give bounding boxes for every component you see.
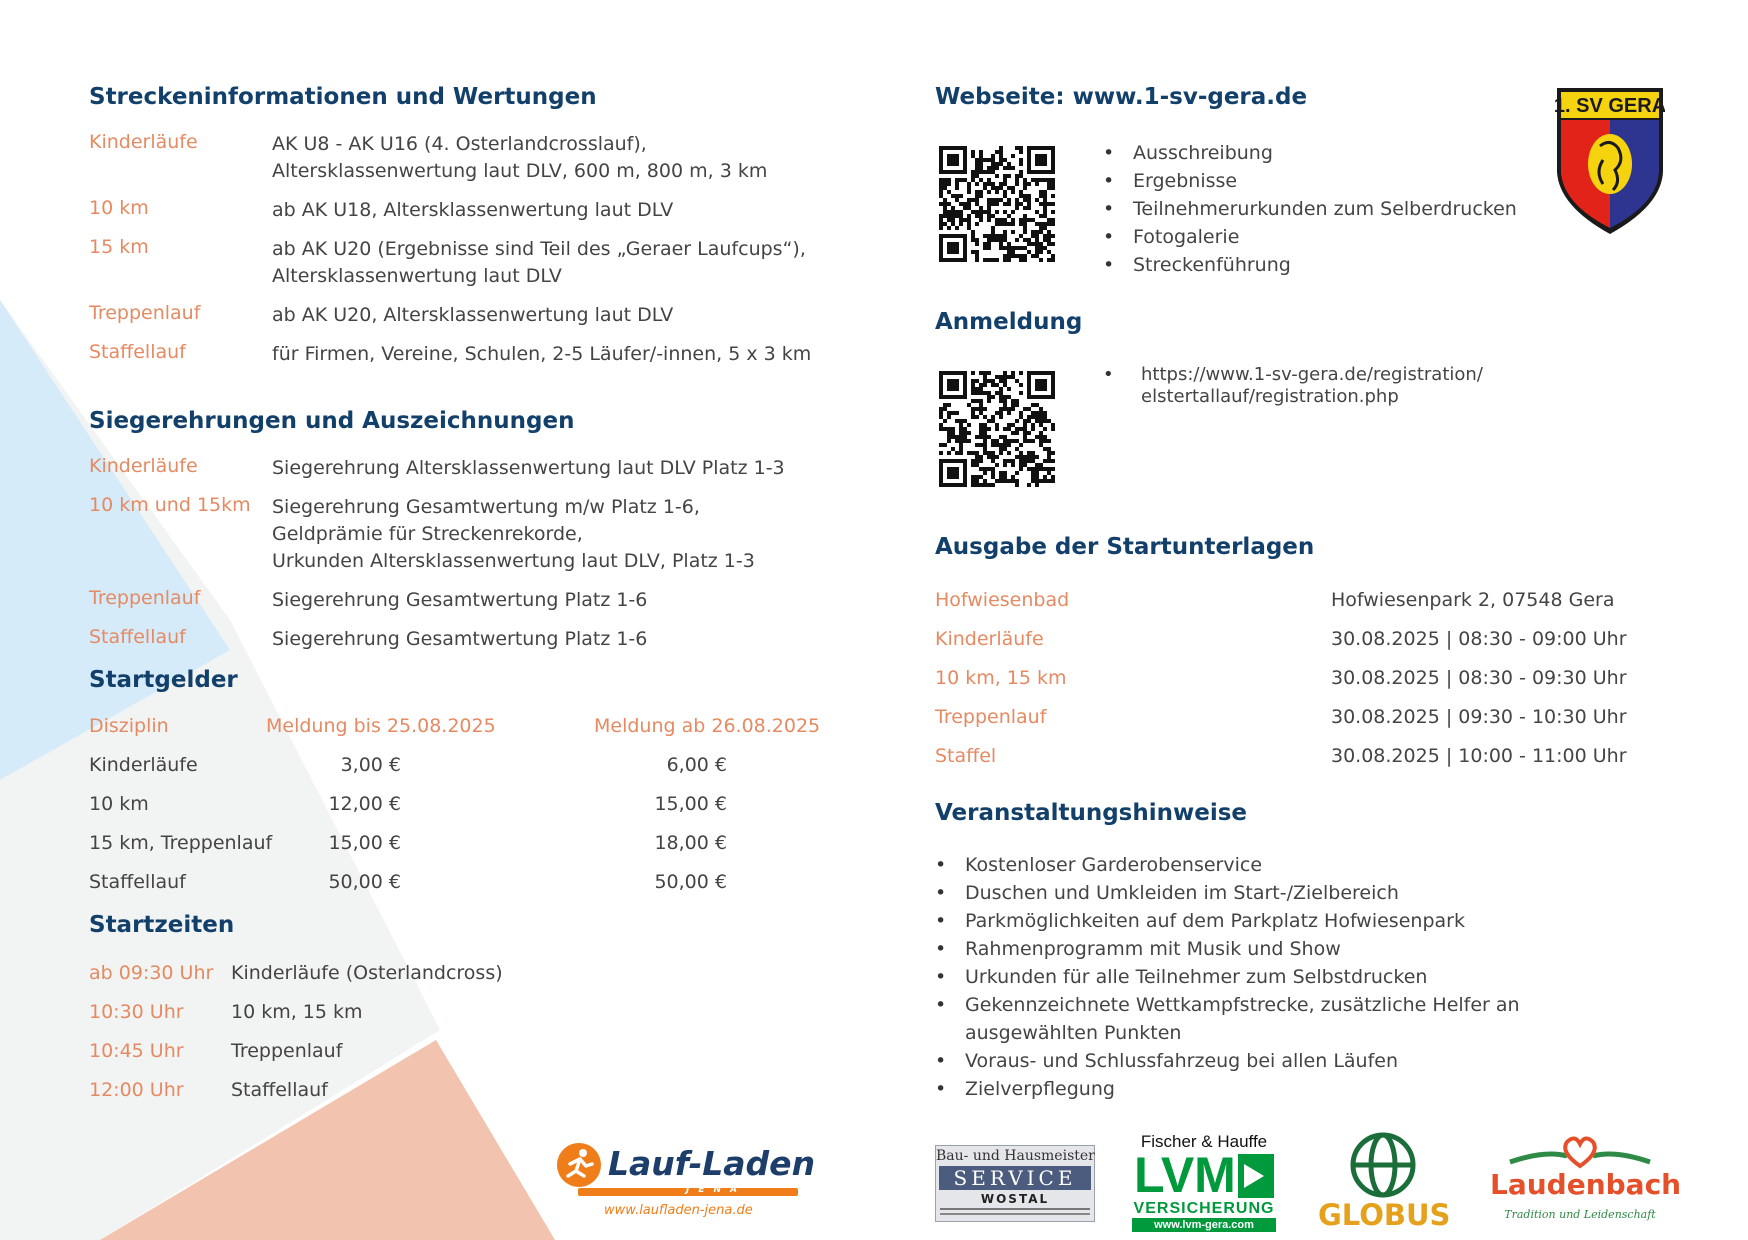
lvm-arrow-icon — [1238, 1154, 1274, 1198]
sieger-title: Siegerehrungen und Auszeichnungen — [89, 408, 575, 434]
sieger-value-staffel: Siegerehrung Gesamtwertung Platz 1-6 — [272, 628, 648, 650]
lauf-laden-name: Lauf-Laden — [608, 1144, 816, 1183]
lauf-laden-url: www.laufladen-jena.de — [604, 1203, 753, 1218]
startgelder-header-bis: Meldung bis 25.08.2025 — [266, 715, 496, 737]
globe-icon — [1348, 1132, 1418, 1198]
sieger-value-10-15km-1: Siegerehrung Gesamtwertung m/w Platz 1-6, — [272, 496, 700, 518]
ausgabe-label-hofwiesenbad: Hofwiesenbad — [935, 589, 1070, 611]
sponsor-globus-logo — [1318, 1132, 1451, 1232]
lvm-url: www.lvm-gera.com — [1132, 1218, 1276, 1232]
webseite-item-streckenfuehrung[interactable]: • Streckenführung — [1103, 251, 1517, 279]
strecken-label-treppen: Treppenlauf — [89, 302, 201, 324]
startzeiten-time-1: ab 09:30 Uhr — [89, 962, 214, 984]
startgelder-row1-bis: 3,00 € — [340, 754, 401, 776]
sponsor-service-wostal-logo — [935, 1145, 1095, 1222]
anmeldung-qr-code[interactable] — [939, 371, 1055, 487]
laudenbach-name: Laudenbach — [1490, 1168, 1682, 1201]
lvm-brand: LVM — [1134, 1147, 1236, 1203]
startgelder-title: Startgelder — [89, 667, 238, 693]
ausgabe-label-staffel: Staffel — [935, 745, 997, 767]
runner-icon — [556, 1142, 602, 1188]
webseite-item-urkunden[interactable]: • Teilnehmerurkunden zum Selberdrucken — [1103, 195, 1517, 223]
hinweis-item-continuation: ausgewählten Punkten — [965, 1022, 1182, 1044]
sieger-value-kinder: Siegerehrung Altersklassenwertung laut DLV Platz 1-3 — [272, 457, 785, 479]
hinweis-item: • Kostenloser Garderobenservice — [935, 851, 1520, 879]
startgelder-header-disziplin: Disziplin — [89, 715, 169, 737]
hinweise-title: Veranstaltungshinweise — [935, 800, 1248, 826]
lvm-top: Fischer & Hauffe — [1140, 1132, 1268, 1151]
startgelder-row4-bis: 50,00 € — [328, 871, 401, 893]
service-line1: Bau- und Hausmeister — [936, 1148, 1095, 1164]
ausgabe-value-staffel: 30.08.2025 | 10:00 - 11:00 Uhr — [1331, 745, 1627, 767]
strecken-value-treppen: ab AK U20, Altersklassenwertung laut DLV — [272, 304, 674, 326]
sieger-label-10-15km: 10 km und 15km — [89, 494, 251, 516]
anmeldung-link[interactable] — [1103, 364, 1483, 408]
service-line3: WOSTAL — [980, 1192, 1050, 1206]
strecken-value-kinder-2: Altersklassenwertung laut DLV, 600 m, 800 m, 3 km — [272, 160, 768, 182]
startgelder-row4-ab: 50,00 € — [654, 871, 727, 893]
ausgabe-label-kinder: Kinderläufe — [935, 628, 1044, 650]
startzeiten-event-3: Treppenlauf — [231, 1040, 343, 1062]
hinweis-item: • Parkmöglichkeiten auf dem Parkplatz Hofwiesenpark — [935, 907, 1520, 935]
service-fineprint-2 — [940, 1213, 1090, 1215]
hinweis-item: • Gekennzeichnete Wettkampfstrecke, zusätzliche Helfer an — [935, 991, 1520, 1019]
webseite-list — [1103, 139, 1517, 279]
sieger-label-treppen: Treppenlauf — [89, 587, 201, 609]
strecken-value-kinder-1: AK U8 - AK U16 (4. Osterlandcrosslauf), — [272, 133, 647, 155]
startgelder-row2-bis: 12,00 € — [328, 793, 401, 815]
sieger-label-staffel: Staffellauf — [89, 626, 186, 648]
sieger-value-treppen: Siegerehrung Gesamtwertung Platz 1-6 — [272, 589, 648, 611]
anmeldung-link-line2[interactable]: elstertallauf/registration.php — [1141, 386, 1399, 407]
startgelder-row3-ab: 18,00 € — [654, 832, 727, 854]
strecken-label-10km: 10 km — [89, 197, 149, 219]
webseite-title: Webseite: www.1-sv-gera.de — [935, 84, 1308, 110]
strecken-label-15km: 15 km — [89, 236, 149, 258]
hinweis-item: • Voraus- und Schlussfahrzeug bei allen Läufen — [935, 1047, 1520, 1075]
strecken-label-kinder: Kinderläufe — [89, 131, 198, 153]
strecken-value-15km-2: Altersklassenwertung laut DLV — [272, 265, 562, 287]
ausgabe-label-treppen: Treppenlauf — [935, 706, 1047, 728]
sieger-label-kinder: Kinderläufe — [89, 455, 198, 477]
strecken-value-staffel: für Firmen, Vereine, Schulen, 2-5 Läufer/-innen, 5 x 3 km — [272, 343, 812, 365]
heart-icon — [1505, 1132, 1655, 1172]
webseite-item-ergebnisse[interactable]: • Ergebnisse — [1103, 167, 1517, 195]
anmeldung-link-line1[interactable]: https://www.1-sv-gera.de/registration/ — [1141, 364, 1483, 385]
strecken-value-10km: ab AK U18, Altersklassenwertung laut DLV — [272, 199, 674, 221]
sv-gera-logo-text: 1. SV GERA — [1555, 95, 1665, 117]
webseite-item-ausschreibung[interactable]: • Ausschreibung — [1103, 139, 1517, 167]
startgelder-row4-name: Staffellauf — [89, 871, 186, 893]
startgelder-row3-bis: 15,00 € — [328, 832, 401, 854]
sponsor-lvm-logo — [1132, 1132, 1276, 1232]
service-fineprint — [940, 1208, 1090, 1210]
sieger-value-10-15km-2: Geldprämie für Streckenrekorde, — [272, 523, 583, 545]
sieger-value-10-15km-3: Urkunden Altersklassenwertung laut DLV, Platz 1-3 — [272, 550, 755, 572]
startzeiten-time-3: 10:45 Uhr — [89, 1040, 184, 1062]
strecken-title: Streckeninformationen und Wertungen — [89, 84, 597, 110]
hinweise-list — [935, 851, 1520, 1103]
startgelder-row2-name: 10 km — [89, 793, 149, 815]
laudenbach-tagline: Tradition und Leidenschaft — [1504, 1208, 1656, 1221]
anmeldung-title: Anmeldung — [935, 309, 1083, 335]
startgelder-row1-name: Kinderläufe — [89, 754, 198, 776]
anmeldung-list — [1103, 364, 1483, 408]
service-line2-text: SERVICE — [953, 1166, 1077, 1190]
hinweis-item: • Urkunden für alle Teilnehmer zum Selbstdrucken — [935, 963, 1520, 991]
startzeiten-time-2: 10:30 Uhr — [89, 1001, 184, 1023]
ausgabe-value-treppen: 30.08.2025 | 09:30 - 10:30 Uhr — [1331, 706, 1627, 728]
lauf-laden-sub: JENA — [686, 1185, 746, 1195]
globus-name: GLOBUS — [1318, 1198, 1451, 1232]
startgelder-header-ab: Meldung ab 26.08.2025 — [594, 715, 821, 737]
startgelder-row3-name: 15 km, Treppenlauf — [89, 832, 273, 854]
startgelder-row2-ab: 15,00 € — [654, 793, 727, 815]
hinweis-item: • Rahmenprogramm mit Musik und Show — [935, 935, 1520, 963]
webseite-item-fotogalerie[interactable]: • Fotogalerie — [1103, 223, 1517, 251]
startzeiten-title: Startzeiten — [89, 912, 235, 938]
lauf-laden-logo — [556, 1140, 816, 1225]
ausgabe-value-10-15km: 30.08.2025 | 08:30 - 09:30 Uhr — [1331, 667, 1627, 689]
sponsor-laudenbach-logo — [1490, 1132, 1682, 1232]
ausgabe-label-10-15km: 10 km, 15 km — [935, 667, 1067, 689]
startzeiten-time-4: 12:00 Uhr — [89, 1079, 184, 1101]
strecken-value-15km-1: ab AK U20 (Ergebnisse sind Teil des „Geraer Laufcups“), — [272, 238, 806, 260]
startzeiten-event-4: Staffellauf — [231, 1079, 328, 1101]
hinweis-item: • Zielverpflegung — [935, 1075, 1520, 1103]
hinweis-item: • Duschen und Umkleiden im Start-/Zielbereich — [935, 879, 1520, 907]
ausgabe-value-kinder: 30.08.2025 | 08:30 - 09:00 Uhr — [1331, 628, 1627, 650]
startzeiten-event-2: 10 km, 15 km — [231, 1001, 363, 1023]
ausgabe-title: Ausgabe der Startunterlagen — [935, 534, 1315, 560]
ausgabe-value-hofwiesenbad: Hofwiesenpark 2, 07548 Gera — [1331, 589, 1615, 611]
startgelder-row1-ab: 6,00 € — [666, 754, 727, 776]
lvm-sub: VERSICHERUNG — [1133, 1200, 1275, 1217]
sv-gera-logo — [1555, 86, 1665, 236]
webseite-qr-code[interactable] — [939, 146, 1055, 262]
strecken-label-staffel: Staffellauf — [89, 341, 186, 363]
startzeiten-event-1: Kinderläufe (Osterlandcross) — [231, 962, 503, 984]
